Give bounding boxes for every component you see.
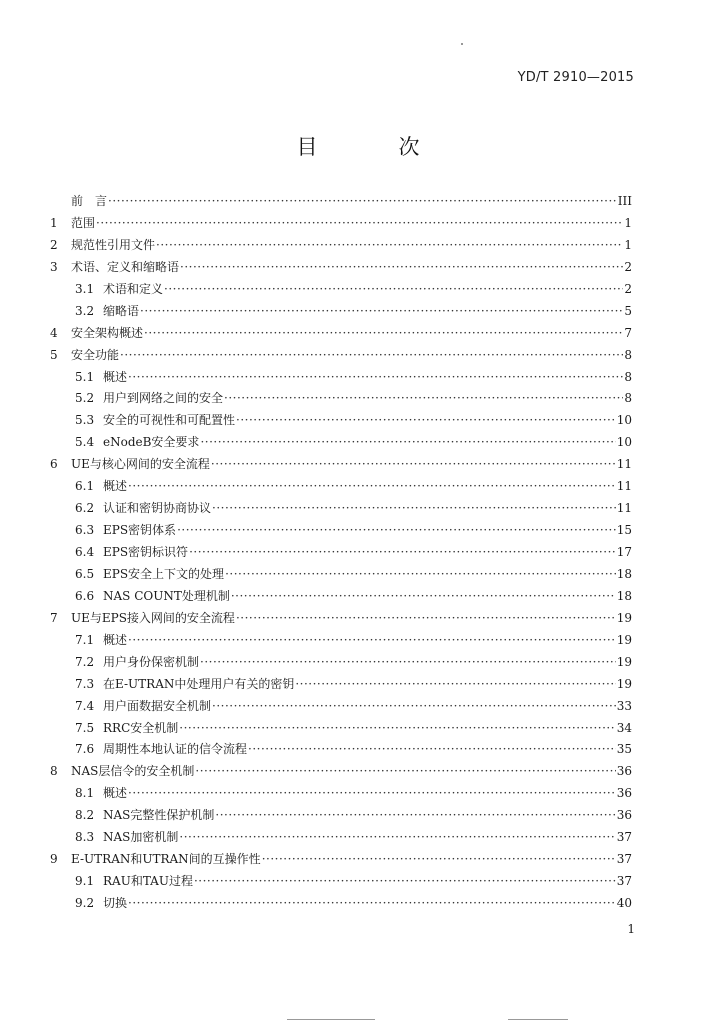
toc-entry-page: 7 [624, 325, 632, 340]
toc-entry-page: 10 [616, 413, 632, 428]
toc-entry-number: 6.4 [75, 545, 95, 559]
toc-dot-leader [180, 257, 623, 279]
toc-entry[interactable] [50, 388, 632, 410]
toc-entry[interactable] [50, 454, 632, 476]
toc-dot-leader [140, 301, 623, 323]
toc-entry-label: 术语、定义和缩略语 [71, 259, 180, 274]
toc-entry-number: 8.2 [75, 808, 95, 823]
toc-entry[interactable] [50, 696, 632, 718]
toc-entry-label: 周期性本地认证的信令流程 [103, 742, 248, 757]
toc-entry-page: 33 [616, 698, 632, 713]
toc-entry-page: 18 [616, 588, 632, 603]
toc-entry-page: 34 [616, 720, 632, 735]
toc-entry-page: 35 [616, 742, 632, 757]
toc-dot-leader [96, 213, 623, 235]
toc-entry[interactable] [50, 893, 632, 915]
document-code: YD/T 2910—2015 [517, 70, 634, 85]
toc-entry-label: NAS完整性保护机制 [103, 808, 215, 823]
toc-dot-leader [128, 367, 623, 389]
toc-entry[interactable] [50, 805, 632, 827]
toc-dot-leader [189, 542, 616, 564]
toc-entry[interactable] [50, 630, 632, 652]
toc-entry-label: 用户到网络之间的安全 [103, 391, 224, 406]
toc-entry-label: NAS层信令的安全机制 [71, 764, 195, 779]
toc-entry-number: 5 [50, 347, 58, 362]
toc-entry-page: 8 [624, 347, 632, 362]
toc-entry-page: 36 [616, 764, 632, 779]
toc-entry-label: 概述 [103, 369, 128, 384]
toc-dot-leader [225, 564, 616, 586]
toc-entry-page: 1 [624, 237, 632, 252]
toc-entry[interactable] [50, 257, 632, 279]
toc-entry[interactable] [50, 761, 632, 783]
toc-dot-leader [236, 608, 616, 630]
toc-entry-label: 前 言 [71, 194, 108, 208]
toc-entry-label: 概述 [103, 479, 128, 494]
toc-entry-number: 8.1 [75, 786, 95, 801]
toc-entry-number: 7.1 [75, 632, 95, 647]
toc-entry[interactable] [50, 739, 632, 761]
toc-entry-label: 规范性引用文件 [71, 237, 156, 252]
toc-entry-page: 11 [616, 479, 632, 494]
toc-entry-page: 19 [616, 610, 632, 625]
toc-entry[interactable] [50, 849, 632, 871]
toc-entry[interactable] [50, 608, 632, 630]
toc-entry-number: 8 [50, 764, 58, 779]
toc-entry-label: 缩略语 [103, 303, 140, 318]
toc-entry-number: 3.1 [75, 281, 95, 296]
toc-entry-number: 5.1 [75, 369, 95, 384]
toc-entry-label: 用户面数据安全机制 [103, 698, 212, 713]
page-title: 目 次 [296, 135, 450, 159]
toc-dot-leader [120, 345, 623, 367]
toc-dot-leader [212, 696, 616, 718]
toc-entry-page: III [617, 194, 632, 208]
toc-dot-leader [108, 191, 617, 213]
toc-entry-page: 2 [624, 281, 632, 296]
toc-entry-label: EPS密钥标识符 [103, 545, 189, 559]
toc-entry-label: 安全的可视性和可配置性 [103, 413, 236, 428]
toc-entry[interactable] [50, 235, 632, 257]
toc-entry-number: 5.4 [75, 435, 95, 450]
toc-entry-label: UE与EPS接入网间的安全流程 [71, 610, 235, 625]
toc-entry-label: 术语和定义 [103, 281, 164, 296]
toc-dot-leader [179, 827, 615, 849]
toc-dot-leader [144, 323, 623, 345]
toc-entry-number: 7.4 [75, 698, 95, 713]
toc-dot-leader [248, 739, 616, 761]
toc-entry-number: 7.2 [75, 654, 95, 669]
toc-entry[interactable] [50, 191, 632, 213]
footer-rule-left [287, 1019, 375, 1020]
toc-entry-number: 7 [50, 610, 58, 625]
toc-entry-label: RRC安全机制 [103, 720, 179, 735]
toc-entry-page: 37 [616, 830, 632, 845]
toc-dot-leader [200, 432, 615, 454]
toc-entry-page: 8 [624, 369, 632, 384]
toc-entry[interactable] [50, 410, 632, 432]
toc-entry-number: 7.6 [75, 742, 95, 757]
toc-entry-page: 40 [616, 896, 632, 910]
toc-dot-leader [211, 454, 616, 476]
toc-entry-number: 6 [50, 457, 58, 472]
toc-entry-page: 11 [616, 501, 632, 516]
toc-entry[interactable] [50, 498, 632, 520]
toc-entry[interactable] [50, 674, 632, 696]
toc-entry-label: NAS COUNT处理机制 [103, 588, 230, 603]
toc-entry-number: 9.1 [75, 874, 95, 889]
toc-entry-label: NAS加密机制 [103, 830, 179, 845]
toc-entry-label: eNodeB安全要求 [103, 435, 200, 450]
toc-entry-label: 范围 [71, 215, 96, 230]
scan-speck [461, 43, 463, 45]
toc-dot-leader [200, 652, 616, 674]
toc-entry-number: 8.3 [75, 830, 95, 845]
toc-dot-leader [295, 674, 615, 696]
toc-entry-number: 7.5 [75, 720, 95, 735]
toc-entry-page: 1 [624, 215, 632, 230]
toc-entry-page: 2 [624, 259, 632, 274]
toc-entry-label: UE与核心网间的安全流程 [71, 457, 210, 472]
toc-entry[interactable] [50, 323, 632, 345]
toc-dot-leader [128, 893, 616, 915]
toc-dot-leader [128, 783, 616, 805]
toc-entry-page: 17 [616, 545, 632, 559]
toc-dot-leader [236, 410, 616, 432]
toc-entry[interactable] [50, 520, 632, 542]
toc-entry[interactable] [50, 345, 632, 367]
toc-entry-number: 6.2 [75, 501, 95, 516]
footer-rule-right [508, 1019, 568, 1020]
toc-entry[interactable] [50, 432, 632, 454]
toc-dot-leader [194, 871, 616, 893]
toc-entry-page: 11 [616, 457, 632, 472]
toc-entry-page: 10 [616, 435, 632, 450]
toc-entry[interactable] [50, 367, 632, 389]
toc-entry-page: 36 [616, 786, 632, 801]
toc-entry-page: 15 [616, 523, 632, 538]
toc-entry-label: 认证和密钥协商协议 [103, 501, 212, 516]
toc-entry-number: 5.3 [75, 413, 95, 428]
toc-entry-page: 19 [616, 676, 632, 691]
toc-entry[interactable] [50, 827, 632, 849]
toc-entry-number: 3 [50, 259, 58, 274]
toc-entry-page: 37 [616, 874, 632, 889]
toc-entry-label: 切换 [103, 896, 128, 910]
toc-dot-leader [231, 586, 616, 608]
toc-dot-leader [224, 388, 623, 410]
toc-entry[interactable] [50, 564, 632, 586]
toc-entry-number: 3.2 [75, 303, 95, 318]
toc-entry[interactable] [50, 213, 632, 235]
toc-entry-number: 6.6 [75, 588, 95, 603]
toc-entry-number: 7.3 [75, 676, 95, 691]
toc-entry-label: 用户身份保密机制 [103, 654, 200, 669]
toc-dot-leader [212, 498, 616, 520]
toc-entry-page: 19 [616, 632, 632, 647]
toc-entry-page: 37 [616, 852, 632, 867]
toc-entry-page: 8 [624, 391, 632, 406]
toc-dot-leader [128, 630, 616, 652]
toc-entry-number: 6.5 [75, 566, 95, 581]
toc-dot-leader [262, 849, 616, 871]
toc-entry-page: 18 [616, 566, 632, 581]
toc-dot-leader [215, 805, 615, 827]
toc-entry[interactable] [50, 301, 632, 323]
toc-dot-leader [156, 235, 623, 257]
toc-entry-number: 9 [50, 852, 58, 867]
toc-entry-number: 5.2 [75, 391, 95, 406]
toc-entry-number: 4 [50, 325, 58, 340]
toc-entry-number: 2 [50, 237, 58, 252]
toc-entry-page: 19 [616, 654, 632, 669]
toc-dot-leader [128, 476, 616, 498]
toc-entry[interactable] [50, 542, 632, 564]
page-number: 1 [627, 922, 635, 936]
toc-dot-leader [177, 520, 616, 542]
toc-entry-page: 36 [616, 808, 632, 823]
toc-entry-number: 1 [50, 215, 58, 230]
toc-entry-label: EPS安全上下文的处理 [103, 566, 225, 581]
toc-entry-label: 安全功能 [71, 347, 120, 362]
toc-dot-leader [195, 761, 615, 783]
toc-entry-number: 6.1 [75, 479, 95, 494]
toc-entry-label: RAU和TAU过程 [103, 874, 193, 889]
toc-entry-number: 9.2 [75, 896, 95, 910]
toc-entry-label: 安全架构概述 [71, 325, 144, 340]
toc-dot-leader [179, 718, 615, 740]
toc-entry[interactable] [50, 652, 632, 674]
toc-entry-label: E-UTRAN和UTRAN间的互操作性 [71, 852, 261, 867]
toc-entry[interactable] [50, 783, 632, 805]
toc-entry-number: 6.3 [75, 523, 95, 538]
table-of-contents [50, 191, 632, 915]
toc-entry-label: 概述 [103, 632, 128, 647]
toc-entry-label: 在E-UTRAN中处理用户有关的密钥 [103, 676, 295, 691]
toc-entry-label: EPS密钥体系 [103, 523, 177, 538]
toc-entry[interactable] [50, 476, 632, 498]
toc-entry[interactable] [50, 718, 632, 740]
toc-entry[interactable] [50, 586, 632, 608]
toc-entry-label: 概述 [103, 786, 128, 801]
toc-entry[interactable] [50, 279, 632, 301]
toc-entry[interactable] [50, 871, 632, 893]
toc-dot-leader [164, 279, 623, 301]
toc-entry-page: 5 [624, 303, 632, 318]
